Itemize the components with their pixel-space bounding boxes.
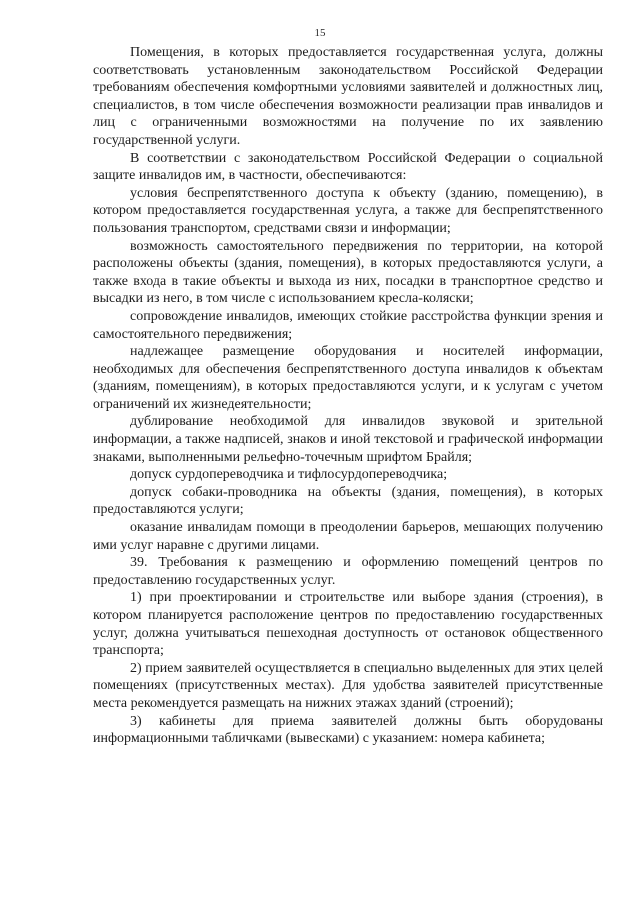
paragraph-sign-interpreter: допуск сурдопереводчика и тифлосурдопереводчика; [130,467,448,483]
paragraph-premises-requirements: Помещения, в которых предоставляется государственная услуга, должны соответствовать установленным законодательством Российской Федерации требованиям обеспечения комфортными условиями заявителей и должностных лиц, специалистов, в том числе обеспечения возможности реализации прав инвалидов и лиц с ограниченными возможностями на получение по их заявлению государственной услуги. [93,45,603,148]
paragraph-disability-law: В соответствии с законодательством Российской Федерации о социальной защите инвалидов им, в частности, обеспечиваются: [93,150,603,184]
paragraph-section-39: 39. Требования к размещению и оформлению помещений центров по предоставлению государственных услуг. [93,555,603,588]
paragraph-item-2: 2) прием заявителей осуществляется в специально выделенных для этих целей помещениях (присутственных местах). Для удобства заявителей присутственные места рекомендуется размещать на нижних этажах зданий (строений); [93,660,603,711]
page-number: 15 [314,27,326,39]
paragraph-assistance: оказание инвалидам помощи в преодолении барьеров, мешающих получению ими услуг наравне с другими лицами. [93,520,603,553]
document-body [93,44,603,748]
paragraph-item-3: 3) кабинеты для приема заявителей должны быть оборудованы информационными табличками (вывесками) с указанием: номера кабинета; [93,713,603,747]
paragraph-independent-movement: возможность самостоятельного передвижения по территории, на которой расположены объекты (здания, помещения), в которых предоставляются услуги, а также входа в такие объекты и выхода из них, посадки в транспортное средство и высадки из него, в том числе с использованием кресла-коляски; [93,238,603,307]
paragraph-item-1: 1) при проектировании и строительстве или выборе здания (строения), в котором планируется расположение центров по предоставлению государственных услуг, должна учитываться пешеходная доступность от остановок общественного транспорта; [93,590,603,659]
paragraph-escort: сопровождение инвалидов, имеющих стойкие расстройства функции зрения и самостоятельного передвижения; [93,308,603,342]
paragraph-barrier-free-access: условия беспрепятственного доступа к объекту (зданию, помещению), в котором предоставляется государственная услуга, а также для беспрепятственного пользования транспортом, средствами связи и информации; [93,185,603,236]
paragraph-equipment-placement: надлежащее размещение оборудования и носителей информации, необходимых для обеспечения беспрепятственного доступа инвалидов к объектам (зданиям, помещениям), в которых предоставляются услуги, и к услугам с учетом ограничений их жизнедеятельности; [93,344,603,412]
paragraph-information-duplication: дублирование необходимой для инвалидов звуковой и зрительной информации, а также надписей, знаков и иной текстовой и графической информации знаками, выполненными рельефно-точечным шрифтом Брайля; [93,414,603,465]
paragraph-guide-dog: допуск собаки-проводника на объекты (здания, помещения), в которых предоставляются услуги; [93,484,603,518]
